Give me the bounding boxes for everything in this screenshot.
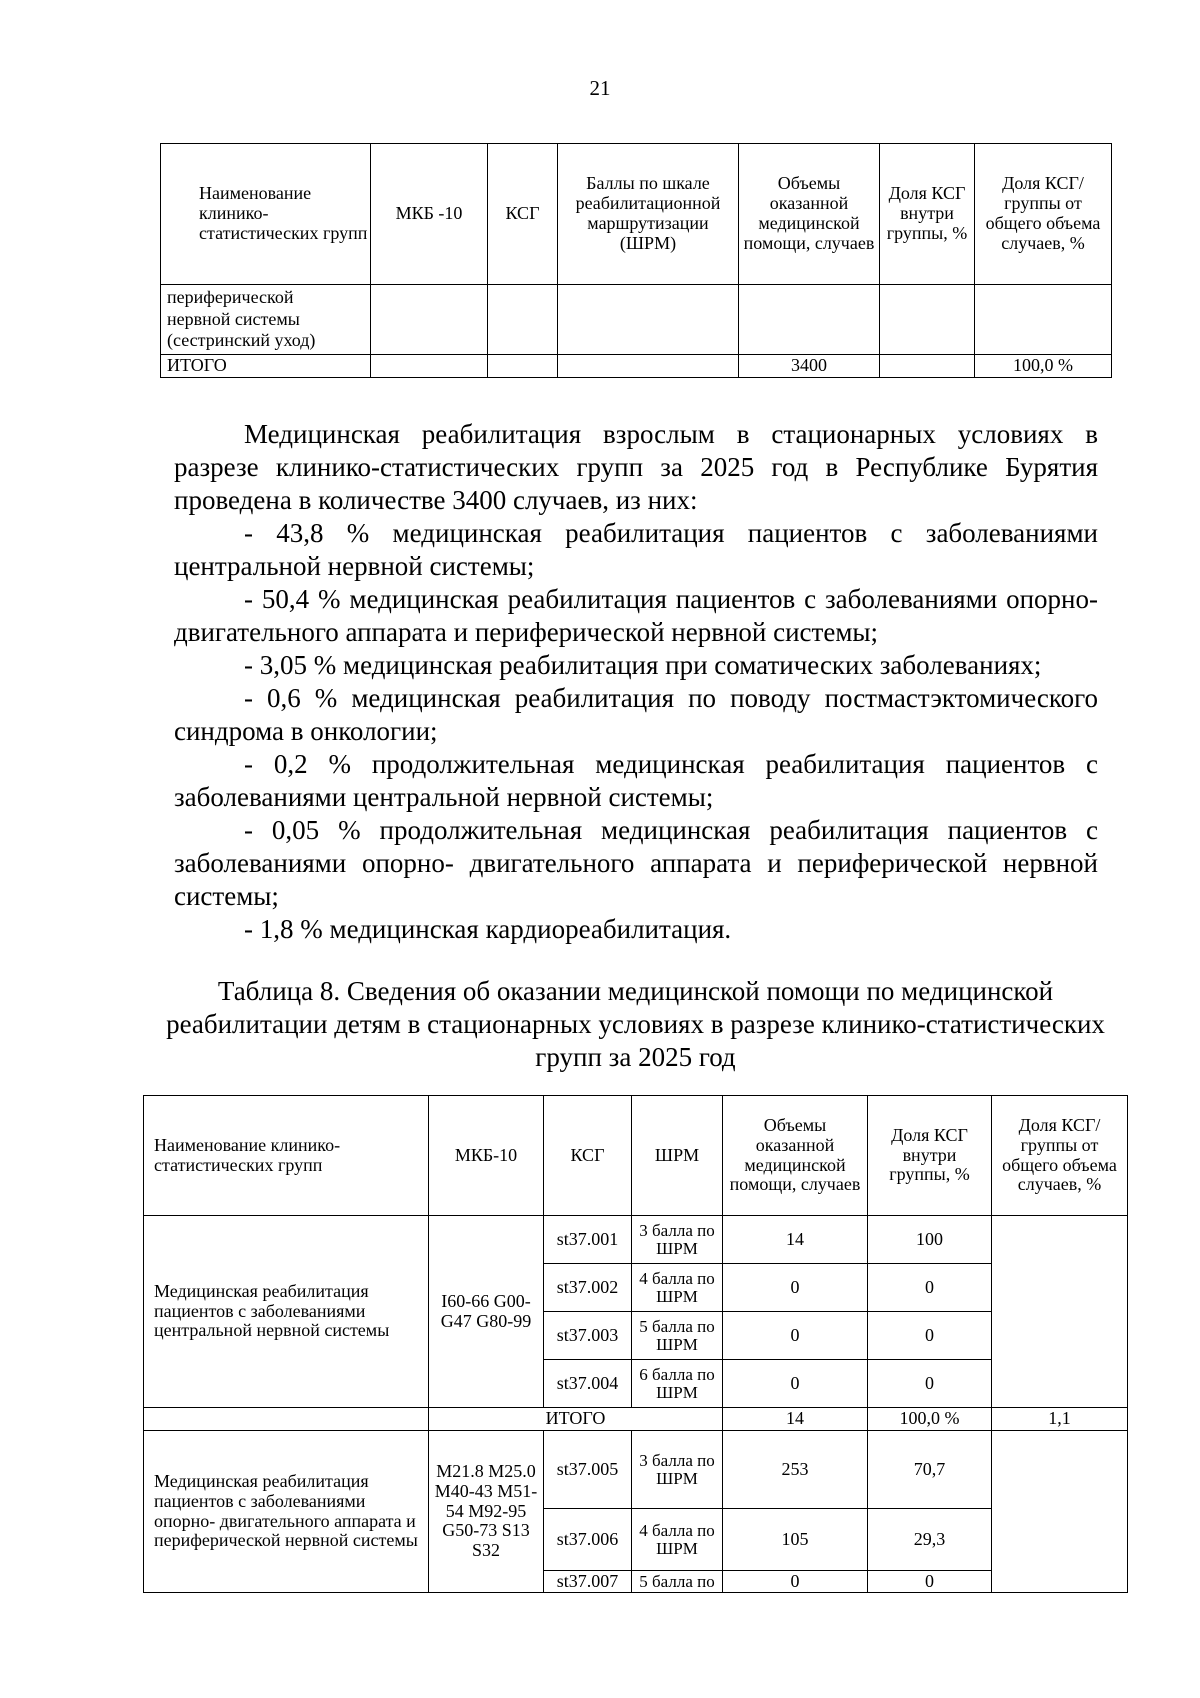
total-row xyxy=(161,355,1112,378)
share-cell: 0 xyxy=(868,1264,992,1312)
header-cell: МКБ -10 xyxy=(371,144,488,285)
ksg-cell: st37.005 xyxy=(544,1431,632,1509)
group-name-line: нервной системы xyxy=(167,308,300,329)
volume-cell: 253 xyxy=(723,1431,868,1509)
table-row xyxy=(161,285,1112,355)
intro-paragraph: Медицинская реабилитация взрослым в стационарных условиях в разрезе клинико-статистических групп за 2025 год в Республике Бурятия проведена в количестве 3400 случаев, из них: xyxy=(174,419,1098,515)
adult-rehab-table xyxy=(160,143,1112,378)
empty-cell xyxy=(371,355,488,378)
total-row xyxy=(144,1408,1128,1431)
volume-cell: 0 xyxy=(723,1360,868,1408)
shrm-cell: 4 балла по ШРМ xyxy=(632,1509,723,1571)
empty-cell xyxy=(371,285,488,355)
ksg-cell: st37.003 xyxy=(544,1312,632,1360)
empty-cell xyxy=(558,285,739,355)
ksg-cell: st37.006 xyxy=(544,1509,632,1571)
shrm-cell: 5 балла по xyxy=(632,1571,723,1593)
body-text xyxy=(174,418,1098,946)
empty-cell xyxy=(975,285,1112,355)
empty-cell xyxy=(992,1216,1128,1408)
table-header-row xyxy=(161,144,1112,285)
list-item: - 1,8 % медицинская кардиореабилитация. xyxy=(244,914,732,944)
ksg-cell: st37.001 xyxy=(544,1216,632,1264)
list-item: - 0,6 % медицинская реабилитация по поводу постмастэктомического синдрома в онкологии; xyxy=(174,683,1098,746)
total-share-overall: 1,1 xyxy=(992,1408,1128,1431)
shrm-cell: 4 балла по ШРМ xyxy=(632,1264,723,1312)
empty-cell xyxy=(488,285,558,355)
header-cell: Объемы оказанной медицинской помощи, случаев xyxy=(739,144,880,285)
volume-cell: 0 xyxy=(723,1264,868,1312)
total-label: ИТОГО xyxy=(429,1408,723,1431)
shrm-cell: 6 балла по ШРМ xyxy=(632,1360,723,1408)
header-cell: Наименование клинико-статистических групп xyxy=(144,1096,429,1216)
children-rehab-table xyxy=(143,1095,1128,1593)
list-item: - 0,2 % продолжительная медицинская реабилитация пациентов с заболеваниями центральной нервной системы; xyxy=(174,749,1098,812)
group-name-cell xyxy=(161,285,371,355)
group-name-line: (сестринский уход) xyxy=(167,330,316,351)
list-item: - 43,8 % медицинская реабилитация пациентов с заболеваниями центральной нервной системы; xyxy=(174,518,1098,581)
total-volume: 14 xyxy=(723,1408,868,1431)
header-cell: Доля КСГ/ группы от общего объема случаев, % xyxy=(975,144,1112,285)
header-cell: ШРМ xyxy=(632,1096,723,1216)
empty-cell xyxy=(992,1431,1128,1593)
total-share: 100,0 % xyxy=(975,355,1112,378)
share-cell: 100 xyxy=(868,1216,992,1264)
volume-cell: 0 xyxy=(723,1312,868,1360)
header-cell: МКБ-10 xyxy=(429,1096,544,1216)
icd-codes-cell: I60-66 G00-G47 G80-99 xyxy=(429,1216,544,1408)
icd-codes-cell: M21.8 M25.0 M40-43 M51-54 M92-95 G50-73 S13 S32 xyxy=(429,1431,544,1593)
volume-cell: 105 xyxy=(723,1509,868,1571)
empty-cell xyxy=(880,285,975,355)
shrm-cell: 3 балла по ШРМ xyxy=(632,1216,723,1264)
header-cell: КСГ xyxy=(488,144,558,285)
list-item: - 0,05 % продолжительная медицинская реабилитация пациентов с заболеваниями опорно- двигательного аппарата и периферической нервной системы; xyxy=(174,815,1098,911)
share-cell: 0 xyxy=(868,1360,992,1408)
empty-cell xyxy=(558,355,739,378)
total-volume: 3400 xyxy=(739,355,880,378)
ksg-cell: st37.002 xyxy=(544,1264,632,1312)
volume-cell: 14 xyxy=(723,1216,868,1264)
empty-cell xyxy=(739,285,880,355)
empty-cell xyxy=(488,355,558,378)
share-cell: 29,3 xyxy=(868,1509,992,1571)
group-name-cell: Медицинская реабилитация пациентов с заболеваниями опорно- двигательного аппарата и периферической нервной системы xyxy=(144,1431,429,1593)
header-cell: Доля КСГ внутри группы, % xyxy=(880,144,975,285)
list-item: - 3,05 % медицинская реабилитация при соматических заболеваниях; xyxy=(244,650,1042,680)
empty-cell xyxy=(144,1408,429,1431)
ksg-cell: st37.007 xyxy=(544,1571,632,1593)
total-label: ИТОГО xyxy=(161,355,371,378)
empty-cell xyxy=(880,355,975,378)
shrm-cell: 5 балла по ШРМ xyxy=(632,1312,723,1360)
table-header-row xyxy=(144,1096,1128,1216)
header-cell: Объемы оказанной медицинской помощи, случаев xyxy=(723,1096,868,1216)
group-name-cell: Медицинская реабилитация пациентов с заболеваниями центральной нервной системы xyxy=(144,1216,429,1408)
share-cell: 70,7 xyxy=(868,1431,992,1509)
volume-cell: 0 xyxy=(723,1571,868,1593)
list-item: - 50,4 % медицинская реабилитация пациентов с заболеваниями опорно-двигательного аппарата и периферической нервной системы; xyxy=(174,584,1098,647)
table-row xyxy=(144,1431,1128,1509)
table-caption: Таблица 8. Сведения об оказании медицинской помощи по медицинской реабилитации детям в стационарных условиях в разрезе клинико-статистических групп за 2025 год xyxy=(166,976,1105,1072)
group-name-line: периферической xyxy=(167,287,294,308)
total-share: 100,0 % xyxy=(868,1408,992,1431)
header-cell: Доля КСГ внутри группы, % xyxy=(868,1096,992,1216)
share-cell: 0 xyxy=(868,1312,992,1360)
share-cell: 0 xyxy=(868,1571,992,1593)
header-cell: Наименование клинико-статистических групп xyxy=(161,144,371,285)
header-cell: Баллы по шкале реабилитационной маршрутизации (ШРМ) xyxy=(558,144,739,285)
table-row xyxy=(144,1216,1128,1264)
ksg-cell: st37.004 xyxy=(544,1360,632,1408)
header-cell: Доля КСГ/группы от общего объема случаев, % xyxy=(992,1096,1128,1216)
shrm-cell: 3 балла по ШРМ xyxy=(632,1431,723,1509)
header-cell: КСГ xyxy=(544,1096,632,1216)
page-number: 21 xyxy=(589,76,611,100)
